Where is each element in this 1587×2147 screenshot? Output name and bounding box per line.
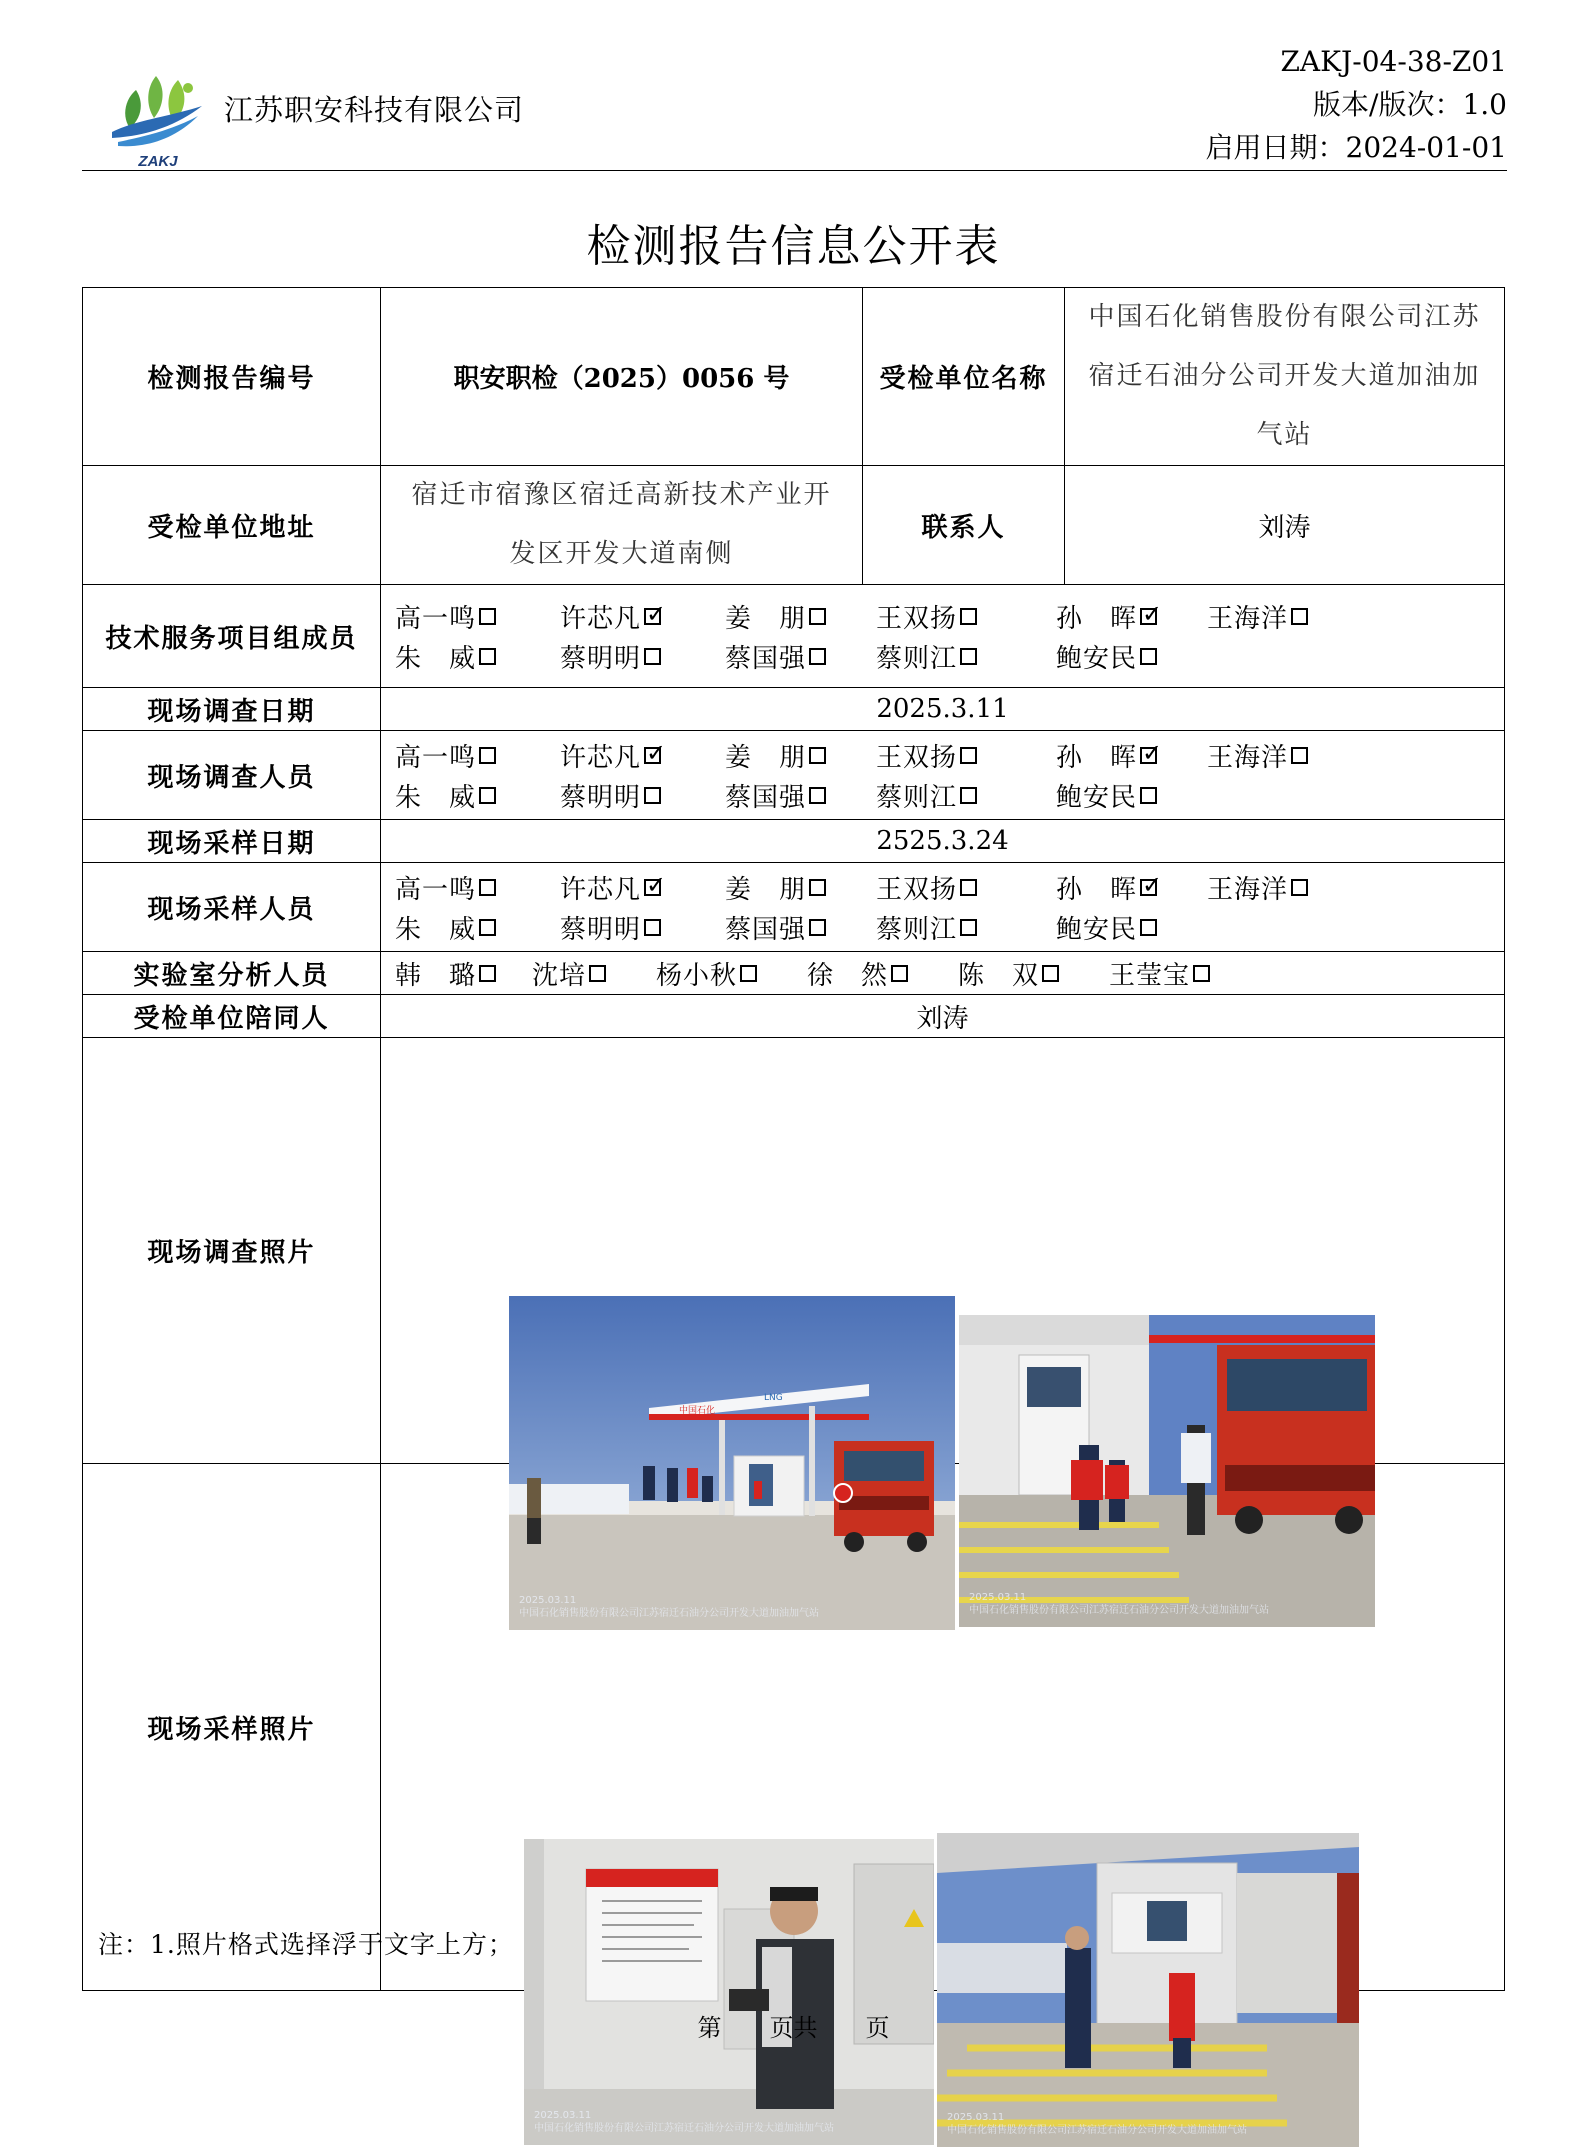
staff-name: [725, 737, 826, 774]
logo-text: ZAKJ: [138, 153, 178, 170]
company-logo-icon: [106, 66, 210, 172]
staff-name: [725, 598, 826, 635]
staff-row: [395, 907, 1504, 947]
staff-name-text: 高一鸣: [395, 742, 477, 773]
unchecked-checkbox[interactable]: [644, 919, 661, 936]
staff-name: [560, 777, 661, 814]
unit-name-label: 受检单位名称: [863, 288, 1065, 466]
unchecked-checkbox[interactable]: [809, 787, 826, 804]
staff-name-text: 王海洋: [1207, 603, 1289, 634]
staff-name-text: 徐 然: [807, 960, 889, 991]
staff-name: [1207, 737, 1308, 774]
staff-name: [395, 955, 496, 992]
staff-name: [395, 777, 496, 814]
team-members: [381, 585, 1505, 688]
unchecked-checkbox[interactable]: [1291, 879, 1308, 896]
unchecked-checkbox[interactable]: [1042, 965, 1059, 982]
photo-stamp: 2025.03.11 中国石化销售股份有限公司江苏宿迁石油分公司开发大道加油加气站: [519, 1594, 819, 1619]
staff-name-text: 朱 威: [395, 782, 477, 813]
staff-name-text: 蔡明明: [560, 914, 642, 945]
unchecked-checkbox[interactable]: [589, 965, 606, 982]
staff-name: [395, 598, 496, 635]
contact-label: 联系人: [863, 466, 1065, 585]
dispenser-truck-image: [959, 1315, 1375, 1627]
sampling-date-label: 现场采样日期: [83, 820, 381, 863]
staff-name-text: 鲍安民: [1056, 643, 1138, 674]
photo-stamp: 2025.03.11 中国石化销售股份有限公司江苏宿迁石油分公司开发大道加油加气站: [969, 1591, 1269, 1616]
staff-name: [1056, 638, 1157, 675]
unchecked-checkbox[interactable]: [479, 648, 496, 665]
staff-name-text: 蔡国强: [725, 914, 807, 945]
unchecked-checkbox[interactable]: [644, 787, 661, 804]
survey-staff-label: 现场调查人员: [83, 731, 381, 820]
unchecked-checkbox[interactable]: [809, 919, 826, 936]
survey-photos-cell: [381, 1038, 1505, 1619]
photo-stamp: 2025.03.11 中国石化销售股份有限公司江苏宿迁石油分公司开发大道加油加气站: [947, 2112, 1247, 2136]
page-title: 检测报告信息公开表: [586, 221, 1001, 272]
unchecked-checkbox[interactable]: [809, 747, 826, 764]
staff-name: [876, 737, 977, 774]
staff-name-text: 王双扬: [876, 603, 958, 634]
staff-name-text: 王双扬: [876, 874, 958, 905]
unchecked-checkbox[interactable]: [1140, 648, 1157, 665]
sign-lng: LNG: [764, 1392, 783, 1403]
footnote: 注：1.照片格式选择浮于文字上方；: [98, 1930, 514, 1959]
staff-name: [1207, 869, 1308, 906]
staff-row: [395, 735, 1504, 775]
unchecked-checkbox[interactable]: [479, 919, 496, 936]
staff-name: [395, 737, 496, 774]
address-label: 受检单位地址: [83, 466, 381, 585]
staff-name: [1056, 909, 1157, 946]
staff-name: [807, 955, 908, 992]
staff-name: [1056, 598, 1157, 635]
survey-photos-label: 现场调查照片: [83, 1038, 381, 1464]
staff-name-text: 蔡国强: [725, 782, 807, 813]
doc-info: [1206, 40, 1507, 169]
table-row: [83, 288, 1505, 466]
survey-staff: [381, 731, 1505, 820]
staff-name: [656, 955, 757, 992]
sampling-date-value: 2525.3.24: [381, 820, 1505, 863]
escort-label: 受检单位陪同人: [83, 995, 381, 1038]
address-value: 宿迁市宿豫区宿迁高新技术产业开发区开发大道南侧: [381, 466, 863, 585]
staff-name-text: 姜 朋: [725, 874, 807, 905]
staff-name-text: 王双扬: [876, 742, 958, 773]
sampling-photo-2: [937, 1833, 1359, 2147]
table-row: [83, 731, 1505, 820]
unchecked-checkbox[interactable]: [1140, 787, 1157, 804]
photo-stamp: 2025.03.11 中国石化销售股份有限公司江苏宿迁石油分公司开发大道加油加气站: [534, 2110, 834, 2134]
escort-value: 刘涛: [381, 995, 1505, 1038]
staff-name: [1109, 955, 1210, 992]
lab-staff-label: 实验室分析人员: [83, 952, 381, 995]
doc-code: ZAKJ-04-38-Z01: [1280, 45, 1507, 78]
staff-name-text: 许芯凡: [560, 742, 642, 773]
survey-photo-1: [509, 1296, 955, 1630]
staff-name-text: 陈 双: [958, 960, 1040, 991]
staff-name-text: 王莹宝: [1109, 960, 1191, 991]
staff-row: [395, 953, 1504, 993]
staff-name: [1207, 598, 1308, 635]
sampling-photo-1: [524, 1839, 934, 2145]
staff-name-text: 孙 晖: [1056, 603, 1138, 634]
page-footer: 第 页共 页: [697, 2014, 890, 2042]
staff-name-text: 许芯凡: [560, 874, 642, 905]
table-row: [83, 466, 1505, 585]
survey-photo-2: [959, 1315, 1375, 1627]
unchecked-checkbox[interactable]: [479, 965, 496, 982]
unchecked-checkbox[interactable]: [1291, 747, 1308, 764]
staff-name-text: 蔡则江: [876, 782, 958, 813]
unchecked-checkbox[interactable]: [960, 919, 977, 936]
staff-name: [958, 955, 1059, 992]
staff-name: [1056, 737, 1157, 774]
staff-name: [725, 638, 826, 675]
table-row: [83, 688, 1505, 731]
unchecked-checkbox[interactable]: [891, 965, 908, 982]
checked-checkbox[interactable]: [644, 608, 661, 625]
unchecked-checkbox[interactable]: [960, 879, 977, 896]
unchecked-checkbox[interactable]: [479, 608, 496, 625]
staff-name-text: 朱 威: [395, 643, 477, 674]
staff-name-text: 高一鸣: [395, 874, 477, 905]
team-label: 技术服务项目组成员: [83, 585, 381, 688]
unchecked-checkbox[interactable]: [644, 648, 661, 665]
staff-name: [395, 909, 496, 946]
contact-value: 刘涛: [1065, 466, 1505, 585]
staff-name: [560, 598, 661, 635]
staff-name: [725, 777, 826, 814]
staff-name: [1056, 777, 1157, 814]
table-row: [83, 585, 1505, 688]
staff-name: [560, 638, 661, 675]
checked-checkbox[interactable]: [644, 747, 661, 764]
indoor-sampling-image: [524, 1839, 934, 2145]
sampling-staff-label: 现场采样人员: [83, 863, 381, 952]
table-row: [83, 820, 1505, 863]
company-name: 江苏职安科技有限公司: [224, 93, 525, 127]
staff-name: [1056, 869, 1157, 906]
staff-name-text: 孙 晖: [1056, 874, 1138, 905]
unchecked-checkbox[interactable]: [1193, 965, 1210, 982]
staff-name: [725, 869, 826, 906]
checked-checkbox[interactable]: [1140, 608, 1157, 625]
staff-name: [532, 955, 606, 992]
unchecked-checkbox[interactable]: [479, 787, 496, 804]
survey-date-label: 现场调查日期: [83, 688, 381, 731]
staff-name-text: 姜 朋: [725, 742, 807, 773]
staff-name-text: 朱 威: [395, 914, 477, 945]
header-divider: [82, 170, 1507, 171]
unchecked-checkbox[interactable]: [960, 747, 977, 764]
staff-name: [876, 909, 977, 946]
unchecked-checkbox[interactable]: [960, 787, 977, 804]
staff-row: [395, 867, 1504, 907]
unit-name-value: 中国石化销售股份有限公司江苏宿迁石油分公司开发大道加油加气站: [1065, 288, 1505, 466]
unchecked-checkbox[interactable]: [809, 879, 826, 896]
staff-name: [560, 909, 661, 946]
sampling-photos-label: 现场采样照片: [83, 1464, 381, 1991]
doc-version: 版本/版次：1.0: [1313, 88, 1507, 121]
report-no-label: 检测报告编号: [83, 288, 381, 466]
staff-name-text: 蔡则江: [876, 914, 958, 945]
checked-checkbox[interactable]: [644, 879, 661, 896]
table-row: [83, 995, 1505, 1038]
staff-name-text: 鲍安民: [1056, 782, 1138, 813]
staff-name: [876, 777, 977, 814]
sign-brand: 中国石化: [679, 1405, 716, 1416]
staff-name-text: 蔡明明: [560, 782, 642, 813]
unchecked-checkbox[interactable]: [1291, 608, 1308, 625]
unchecked-checkbox[interactable]: [960, 648, 977, 665]
unchecked-checkbox[interactable]: [479, 879, 496, 896]
staff-name-text: 许芯凡: [560, 603, 642, 634]
unchecked-checkbox[interactable]: [809, 608, 826, 625]
staff-name-text: 蔡则江: [876, 643, 958, 674]
unchecked-checkbox[interactable]: [960, 608, 977, 625]
staff-row: [395, 596, 1504, 636]
unchecked-checkbox[interactable]: [479, 747, 496, 764]
sampling-staff: [381, 863, 1505, 952]
report-no-value: 职安职检（2025）0056 号: [381, 288, 863, 466]
staff-name-text: 姜 朋: [725, 603, 807, 634]
staff-name: [395, 869, 496, 906]
table-row: [83, 1038, 1505, 1464]
checked-checkbox[interactable]: [1140, 747, 1157, 764]
table-row: [83, 952, 1505, 995]
staff-name-text: 沈培: [532, 960, 587, 991]
staff-name-text: 韩 璐: [395, 960, 477, 991]
staff-row: [395, 636, 1504, 676]
staff-row: [395, 775, 1504, 815]
unchecked-checkbox[interactable]: [740, 965, 757, 982]
table-row: [83, 863, 1505, 952]
staff-name: [876, 598, 977, 635]
staff-name: [560, 869, 661, 906]
staff-name: [395, 638, 496, 675]
staff-name: [560, 737, 661, 774]
survey-date-value: 2025.3.11: [381, 688, 1505, 731]
staff-name: [876, 638, 977, 675]
lab-staff: [381, 952, 1505, 995]
checked-checkbox[interactable]: [1140, 879, 1157, 896]
staff-name-text: 蔡国强: [725, 643, 807, 674]
staff-name-text: 鲍安民: [1056, 914, 1138, 945]
staff-name: [876, 869, 977, 906]
staff-name-text: 孙 晖: [1056, 742, 1138, 773]
staff-name: [725, 909, 826, 946]
staff-name-text: 杨小秋: [656, 960, 738, 991]
page-header: [82, 40, 1507, 172]
gas-station-scene-image: [509, 1296, 955, 1630]
staff-name-text: 王海洋: [1207, 742, 1289, 773]
staff-name-text: 蔡明明: [560, 643, 642, 674]
staff-name-text: 王海洋: [1207, 874, 1289, 905]
staff-name-text: 高一鸣: [395, 603, 477, 634]
doc-effective-date: 启用日期：2024-01-01: [1205, 131, 1507, 164]
unchecked-checkbox[interactable]: [1140, 919, 1157, 936]
outdoor-sampling-image: [937, 1833, 1359, 2147]
unchecked-checkbox[interactable]: [809, 648, 826, 665]
